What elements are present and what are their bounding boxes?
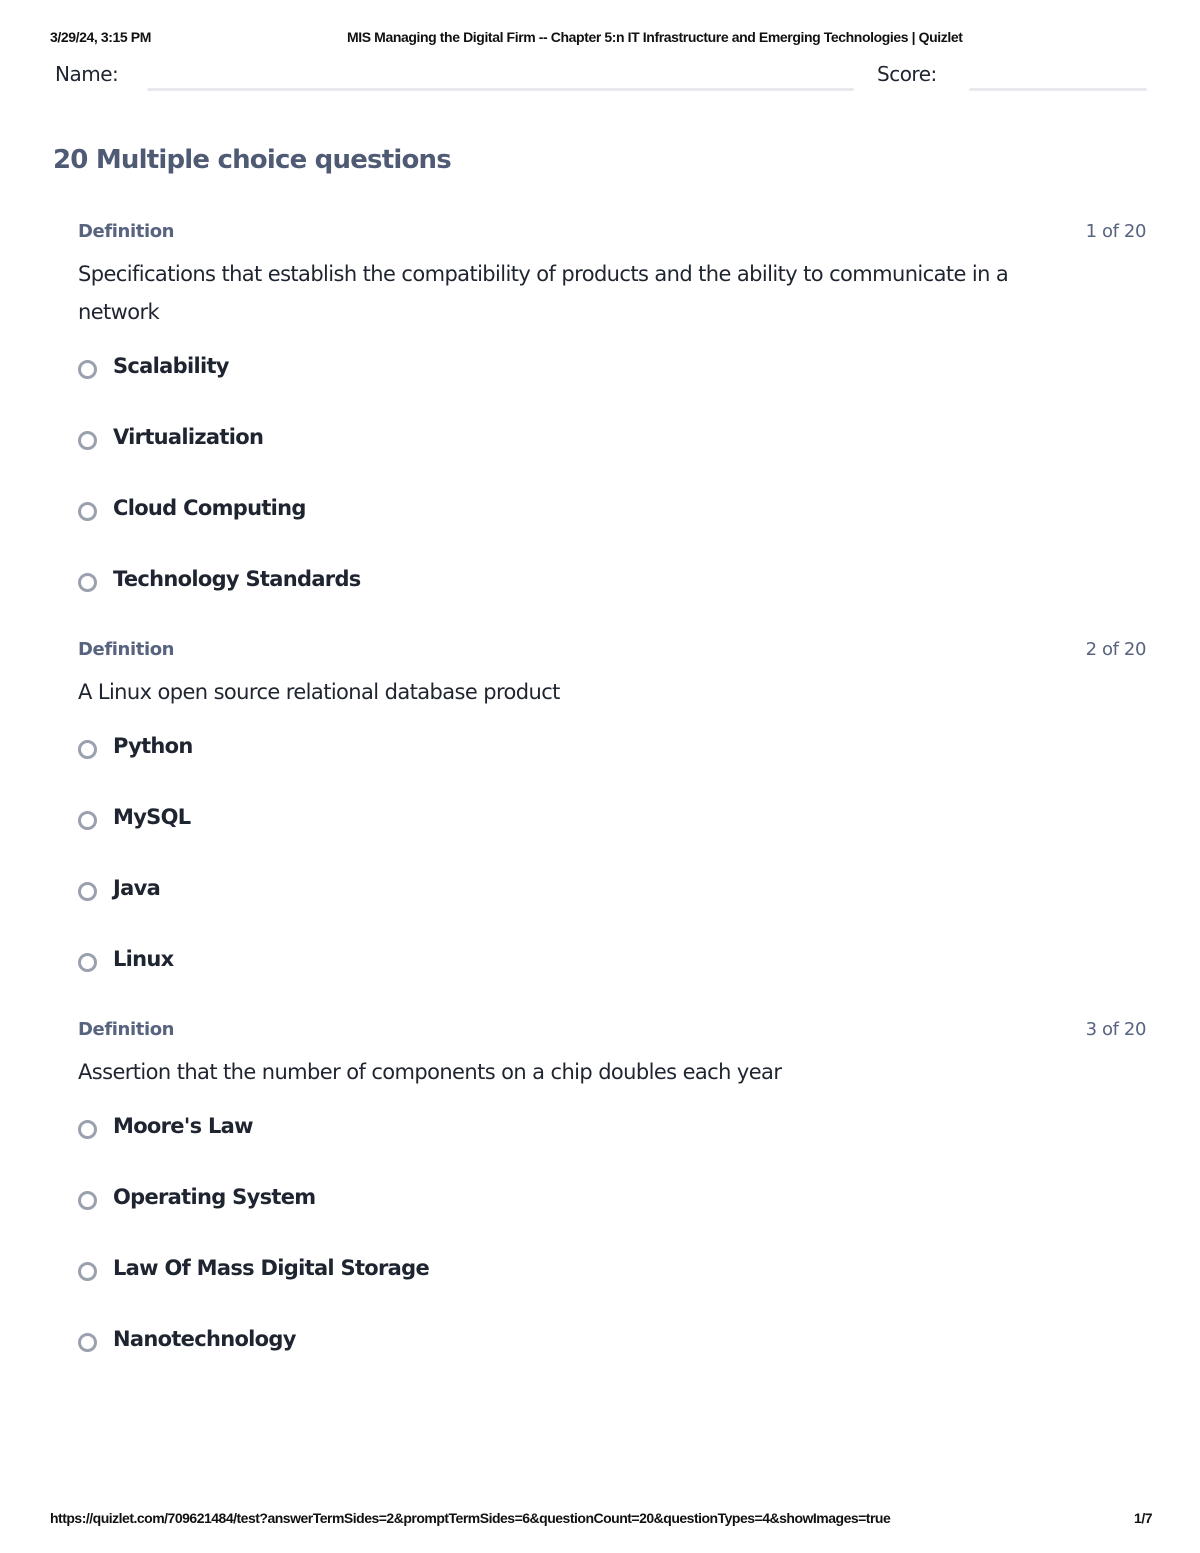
answer-option[interactable] bbox=[78, 1321, 1146, 1392]
score-label: Score: bbox=[877, 62, 937, 86]
print-header bbox=[50, 29, 1152, 49]
question-counter: 2 of 20 bbox=[1085, 639, 1146, 660]
question-card bbox=[78, 221, 1146, 632]
name-field[interactable] bbox=[147, 88, 854, 91]
print-url: https://quizlet.com/709621484/test?answerTermSides=2&promptTermSides=6&questionCount=20&questionTypes=4&showImages=true bbox=[50, 1510, 891, 1526]
answer-option[interactable] bbox=[78, 1179, 1146, 1250]
answer-option[interactable] bbox=[78, 728, 1146, 799]
answer-option[interactable] bbox=[78, 561, 1146, 632]
answer-option-label[interactable]: Java bbox=[113, 876, 161, 900]
answer-option[interactable] bbox=[78, 1250, 1146, 1321]
answer-option-label[interactable]: Cloud Computing bbox=[113, 496, 306, 520]
question-meta bbox=[78, 221, 1146, 247]
question-meta bbox=[78, 1019, 1146, 1045]
print-page-title: MIS Managing the Digital Firm -- Chapter 5:n IT Infrastructure and Emerging Technologies | Quizlet bbox=[347, 29, 963, 45]
question-counter: 3 of 20 bbox=[1085, 1019, 1146, 1040]
answer-option-label[interactable]: Operating System bbox=[113, 1185, 316, 1209]
radio-button-icon[interactable] bbox=[78, 431, 97, 450]
answer-option-label[interactable]: Technology Standards bbox=[113, 567, 361, 591]
name-score-row bbox=[55, 60, 1147, 96]
answer-option[interactable] bbox=[78, 490, 1146, 561]
answer-option[interactable] bbox=[78, 419, 1146, 490]
radio-button-icon[interactable] bbox=[78, 360, 97, 379]
answer-option-label[interactable]: Nanotechnology bbox=[113, 1327, 296, 1351]
radio-button-icon[interactable] bbox=[78, 811, 97, 830]
answer-option-label[interactable]: Python bbox=[113, 734, 193, 758]
question-counter: 1 of 20 bbox=[1085, 221, 1146, 242]
question-card bbox=[78, 1019, 1146, 1392]
answer-option[interactable] bbox=[78, 1108, 1146, 1179]
answer-options bbox=[78, 348, 1146, 632]
print-date: 3/29/24, 3:15 PM bbox=[50, 29, 151, 45]
print-footer bbox=[50, 1510, 1152, 1530]
radio-button-icon[interactable] bbox=[78, 953, 97, 972]
radio-button-icon[interactable] bbox=[78, 740, 97, 759]
answer-option[interactable] bbox=[78, 799, 1146, 870]
radio-button-icon[interactable] bbox=[78, 1191, 97, 1210]
question-type-label: Definition bbox=[78, 1019, 175, 1040]
question-prompt: Assertion that the number of components on a chip doubles each year bbox=[78, 1060, 782, 1084]
answer-options bbox=[78, 1108, 1146, 1392]
page-number: 1/7 bbox=[1134, 1510, 1152, 1526]
score-field[interactable] bbox=[969, 88, 1147, 91]
name-label: Name: bbox=[55, 62, 119, 86]
radio-button-icon[interactable] bbox=[78, 1333, 97, 1352]
answer-option-label[interactable]: Linux bbox=[113, 947, 174, 971]
radio-button-icon[interactable] bbox=[78, 502, 97, 521]
answer-option[interactable] bbox=[78, 941, 1146, 1012]
question-prompt: Specifications that establish the compatibility of products and the ability to communicate in a network bbox=[78, 262, 1009, 324]
section-heading: 20 Multiple choice questions bbox=[53, 145, 451, 175]
answer-options bbox=[78, 728, 1146, 1012]
answer-option-label[interactable]: Scalability bbox=[113, 354, 229, 378]
question-meta bbox=[78, 639, 1146, 665]
answer-option-label[interactable]: Law Of Mass Digital Storage bbox=[113, 1256, 430, 1280]
radio-button-icon[interactable] bbox=[78, 573, 97, 592]
answer-option-label[interactable]: Moore's Law bbox=[113, 1114, 253, 1138]
answer-option[interactable] bbox=[78, 870, 1146, 941]
question-type-label: Definition bbox=[78, 221, 175, 242]
answer-option[interactable] bbox=[78, 348, 1146, 419]
question-card bbox=[78, 639, 1146, 1012]
radio-button-icon[interactable] bbox=[78, 1120, 97, 1139]
radio-button-icon[interactable] bbox=[78, 1262, 97, 1281]
answer-option-label[interactable]: MySQL bbox=[113, 805, 191, 829]
question-prompt: A Linux open source relational database product bbox=[78, 680, 560, 704]
answer-option-label[interactable]: Virtualization bbox=[113, 425, 264, 449]
question-type-label: Definition bbox=[78, 639, 175, 660]
radio-button-icon[interactable] bbox=[78, 882, 97, 901]
